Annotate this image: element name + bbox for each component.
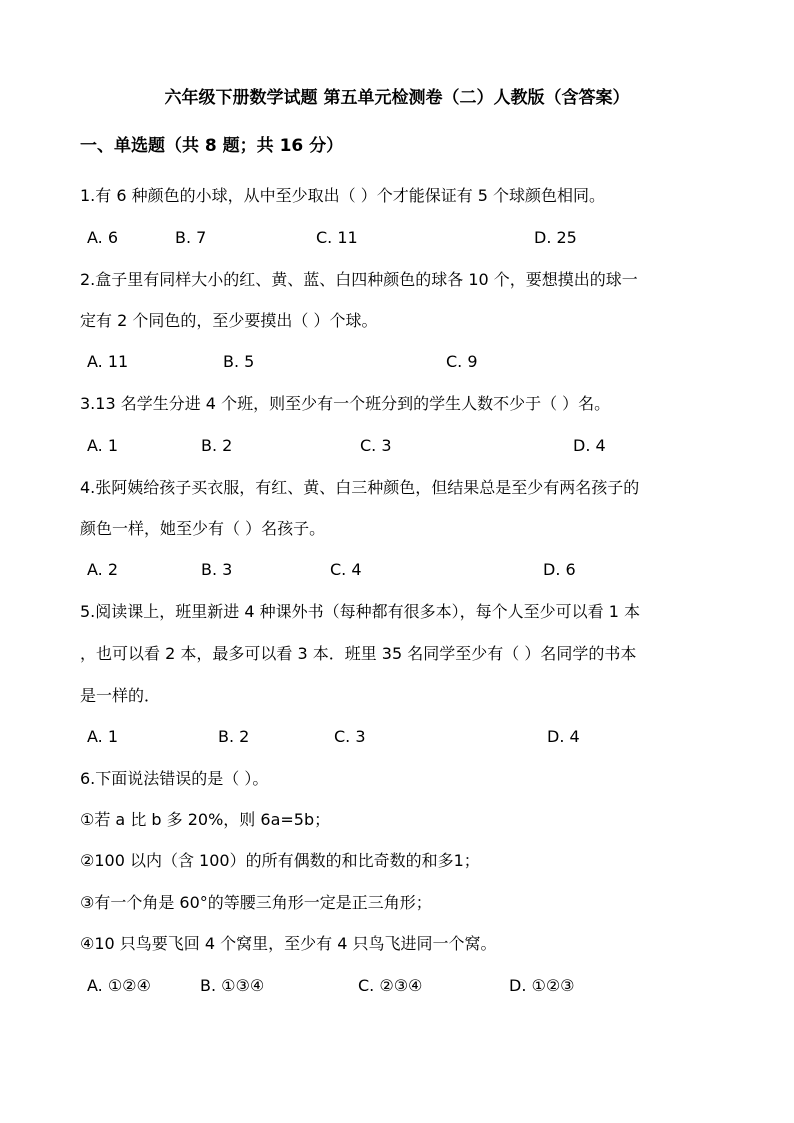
option-b: B. 3 xyxy=(201,560,233,579)
option-d: D. 4 xyxy=(573,436,606,455)
question-5-line-1: 5.阅读课上，班里新进 4 种课外书（每种都有很多本），每个人至少可以看 1 本 xyxy=(80,602,640,621)
question-1-options xyxy=(80,226,720,250)
option-a: A. ①②④ xyxy=(87,976,151,995)
option-b: B. ①③④ xyxy=(200,976,265,995)
question-5-line-3: 是一样的． xyxy=(80,686,161,705)
question-2-line-1: 2.盒子里有同样大小的红、黄、蓝、白四种颜色的球各 10 个，要想摸出的球一 xyxy=(80,270,638,289)
question-3-line-1: 3.13 名学生分进 4 个班，则至少有一个班分到的学生人数不少于（ ）名。 xyxy=(80,394,611,413)
option-d: D. 6 xyxy=(543,560,576,579)
question-3-options xyxy=(80,434,720,458)
option-a: A. 1 xyxy=(87,436,119,455)
document-title: 六年级下册数学试题 第五单元检测卷（二）人教版（含答案） xyxy=(164,88,630,108)
option-a: A. 6 xyxy=(87,228,119,247)
question-4-line-2: 颜色一样，她至少有（ ）名孩子。 xyxy=(80,519,326,538)
option-b: B. 5 xyxy=(223,352,255,371)
option-b: B. 2 xyxy=(218,727,250,746)
option-c: C. 3 xyxy=(360,436,392,455)
option-c: C. ②③④ xyxy=(358,976,423,995)
question-6-statement-2: ②100 以内（含 100）的所有偶数的和比奇数的和多1； xyxy=(80,851,480,870)
option-a: A. 2 xyxy=(87,560,119,579)
option-d: D. 25 xyxy=(534,228,577,247)
section-heading: 一、单选题（共 8 题；共 16 分） xyxy=(80,136,344,156)
question-6-line-1: 6.下面说法错误的是（ ）。 xyxy=(80,769,269,788)
option-d: D. ①②③ xyxy=(509,976,575,995)
option-c: C. 9 xyxy=(446,352,478,371)
question-1-line-1: 1.有 6 种颜色的小球，从中至少取出（ ）个才能保证有 5 个球颜色相同。 xyxy=(80,186,606,205)
option-a: A. 11 xyxy=(87,352,129,371)
option-a: A. 1 xyxy=(87,727,119,746)
question-4-line-1: 4.张阿姨给孩子买衣服，有红、黄、白三种颜色，但结果总是至少有两名孩子的 xyxy=(80,478,640,497)
question-4-options xyxy=(80,558,720,582)
option-c: C. 11 xyxy=(316,228,358,247)
option-b: B. 2 xyxy=(201,436,233,455)
question-6-statement-3: ③有一个角是 60°的等腰三角形一定是正三角形； xyxy=(80,893,432,912)
option-d: D. 4 xyxy=(547,727,580,746)
option-c: C. 4 xyxy=(330,560,362,579)
question-2-options xyxy=(80,350,720,374)
question-5-line-2: ，也可以看 2 本，最多可以看 3 本．班里 35 名同学至少有（ ）名同学的书本 xyxy=(80,644,637,663)
option-b: B. 7 xyxy=(175,228,207,247)
question-6-options xyxy=(80,974,720,998)
question-6-statement-4: ④10 只鸟要飞回 4 个窝里，至少有 4 只鸟飞进同一个窝。 xyxy=(80,934,497,953)
question-6-statement-1: ①若 a 比 b 多 20%，则 6a=5b； xyxy=(80,810,331,829)
option-c: C. 3 xyxy=(334,727,366,746)
question-2-line-2: 定有 2 个同色的，至少要摸出（ ）个球。 xyxy=(80,311,378,330)
question-5-options xyxy=(80,725,720,749)
